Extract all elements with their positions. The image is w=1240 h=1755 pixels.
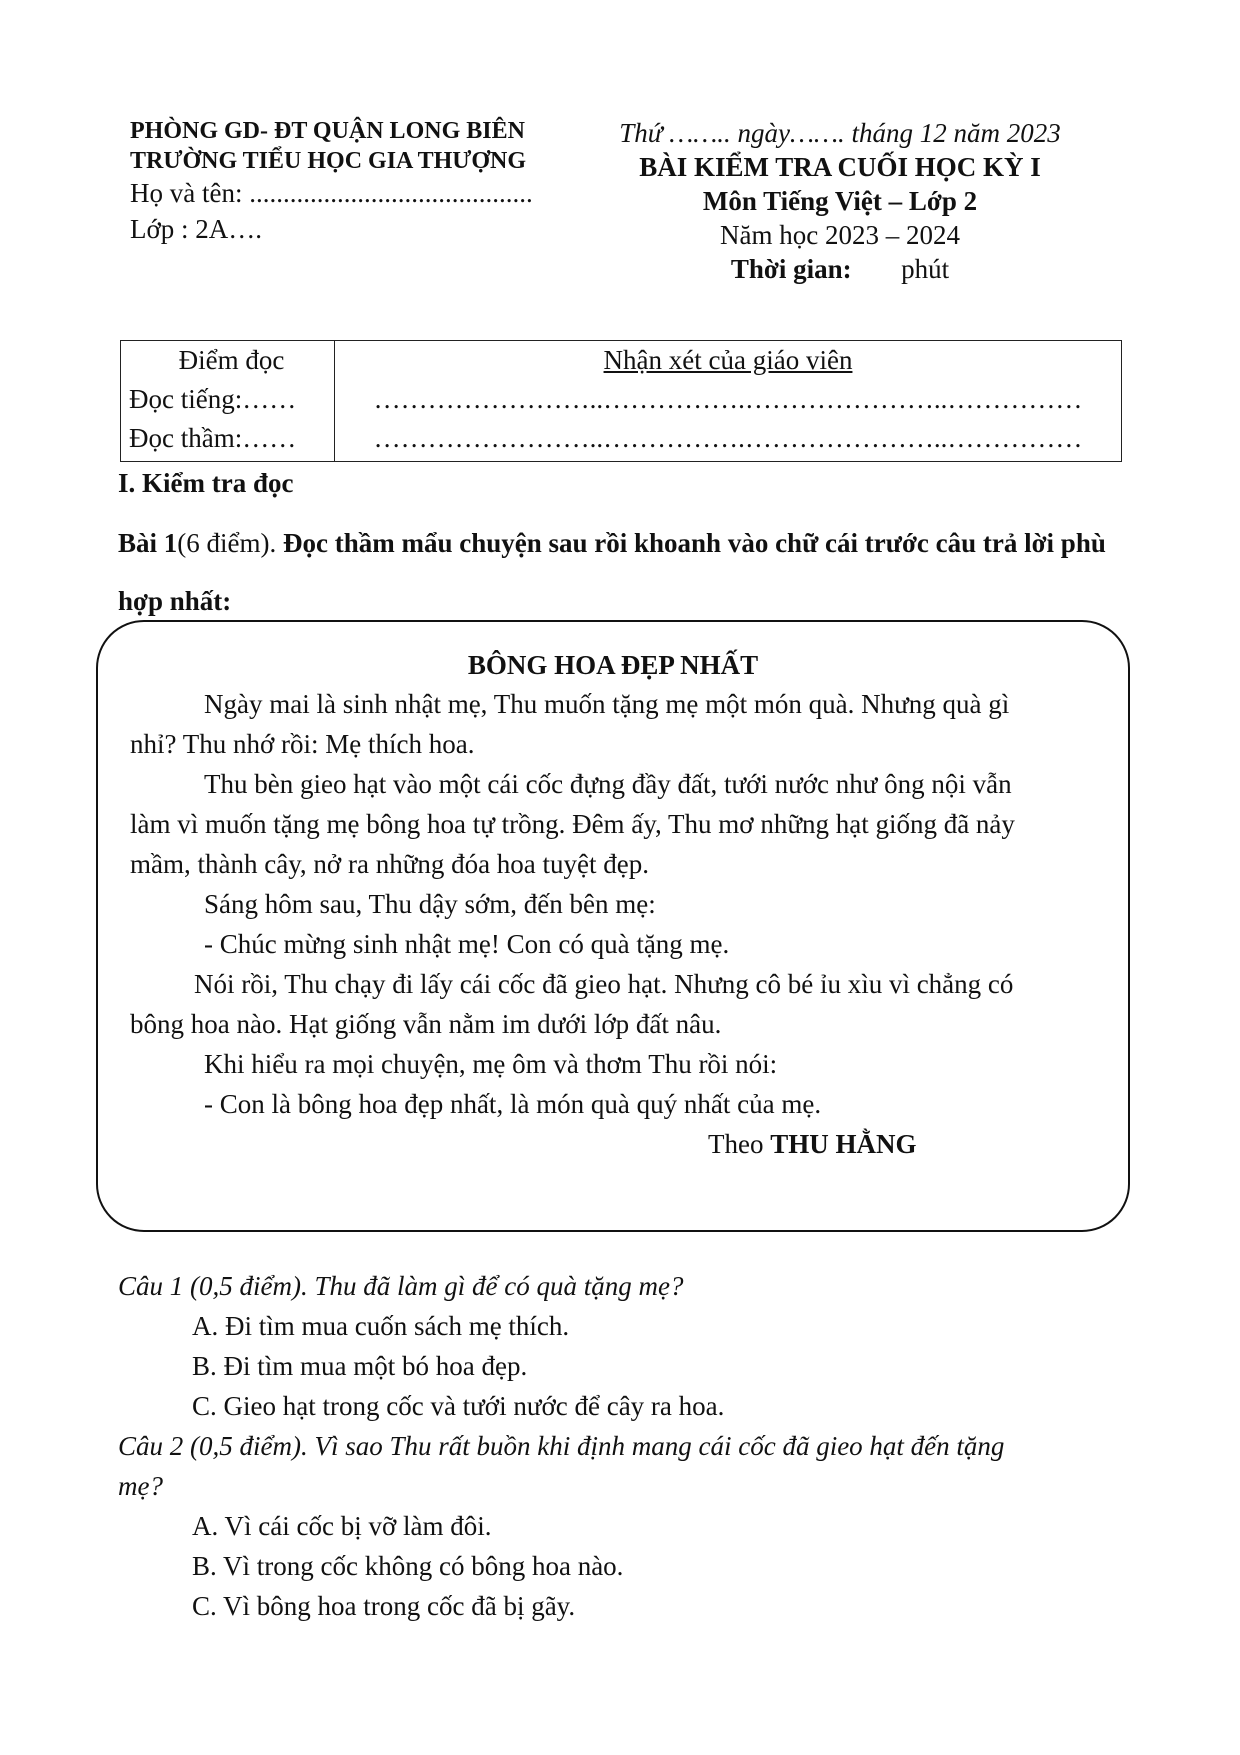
score-table (120, 340, 1122, 462)
story-line: Sáng hôm sau, Thu dậy sớm, đến bên mẹ: (204, 889, 656, 919)
date-line: Thứ …….. ngày……. tháng 12 năm 2023 (619, 118, 1061, 148)
exercise-points: (6 điểm). (177, 528, 277, 558)
school-year: Năm học 2023 – 2024 (720, 220, 960, 250)
exercise-text: Đọc thầm mẩu chuyện sau rồi khoanh vào chữ cái trước câu trả lời phù hợp nhất: (118, 528, 1106, 616)
story-title: BÔNG HOA ĐẸP NHẤT (467, 650, 759, 680)
story-line: làm vì muốn tặng mẹ bông hoa tự trồng. Đêm ấy, Thu mơ những hạt giống đã nảy (130, 809, 1015, 839)
comment-column (335, 341, 1121, 461)
teacher-comment-label: Nhận xét của giáo viên (603, 345, 853, 375)
story-line: - Chúc mừng sinh nhật mẹ! Con có quà tặng mẹ. (204, 929, 730, 959)
section-title: I. Kiểm tra đọc (118, 468, 294, 498)
class-line: Lớp : 2A…. (130, 214, 263, 244)
question-2-option-a: A. Vì cái cốc bị vỡ làm đôi. (192, 1511, 492, 1541)
header-right (560, 116, 1120, 286)
read-aloud-score: Đọc tiếng:…… (129, 384, 297, 414)
story-line: bông hoa nào. Hạt giống vẫn nằm im dưới lớp đất nâu. (130, 1009, 722, 1039)
subject-line: Môn Tiếng Việt – Lớp 2 (702, 186, 978, 216)
exam-title: BÀI KIỂM TRA CUỐI HỌC KỲ I (639, 152, 1041, 182)
time-unit: phút (901, 254, 950, 284)
time-line (560, 252, 1120, 286)
story-line: mầm, thành cây, nở ra những đóa hoa tuyệt đẹp. (130, 849, 650, 879)
story-line: Thu bèn gieo hạt vào một cái cốc đựng đầy đất, tưới nước như ông nội vẫn (204, 769, 1012, 799)
comment-dots-2: ……………………..…………….…………………..…………… (373, 423, 1083, 453)
header-left (130, 116, 533, 242)
score-column (121, 341, 335, 461)
story-line: Nói rồi, Thu chạy đi lấy cái cốc đã gieo hạt. Nhưng cô bé ỉu xìu vì chẳng có (194, 969, 1014, 999)
question-1-prompt: Câu 1 (0,5 điểm). Thu đã làm gì để có quà tặng mẹ? (118, 1271, 684, 1301)
question-1-option-b: B. Đi tìm mua một bó hoa đẹp. (192, 1351, 528, 1381)
student-name-line: Họ và tên: .......................................... (130, 178, 533, 208)
question-2-prompt-cont: mẹ? (118, 1471, 163, 1501)
reading-score-label: Điểm đọc (178, 345, 285, 375)
exercise-instruction (118, 514, 1128, 630)
source-prefix: Theo (708, 1129, 764, 1159)
story-source (708, 1124, 917, 1164)
question-1-option-c: C. Gieo hạt trong cốc và tưới nước để cây ra hoa. (192, 1391, 725, 1421)
school-name: TRƯỜNG TIỂU HỌC GIA THƯỢNG (130, 148, 527, 174)
story-line: Ngày mai là sinh nhật mẹ, Thu muốn tặng mẹ một món quà. Nhưng quà gì (204, 689, 1010, 719)
comment-dots-1: ……………………..…………….…………………..…………… (373, 384, 1083, 414)
exercise-label: Bài 1 (118, 528, 178, 558)
read-silent-score: Đọc thầm:…… (129, 423, 297, 453)
question-2-option-b: B. Vì trong cốc không có bông hoa nào. (192, 1551, 624, 1581)
question-1-option-a: A. Đi tìm mua cuốn sách mẹ thích. (192, 1311, 570, 1341)
question-2-option-c: C. Vì bông hoa trong cốc đã bị gãy. (192, 1591, 576, 1621)
department-name: PHÒNG GD- ĐT QUẬN LONG BIÊN (130, 118, 525, 144)
story-line: nhỉ? Thu nhớ rồi: Mẹ thích hoa. (130, 729, 475, 759)
story-line: Khi hiểu ra mọi chuyện, mẹ ôm và thơm Thu rồi nói: (204, 1049, 778, 1079)
story-line: - Con là bông hoa đẹp nhất, là món quà quý nhất của mẹ. (204, 1089, 822, 1119)
time-label: Thời gian: (730, 254, 852, 284)
question-2-prompt: Câu 2 (0,5 điểm). Vì sao Thu rất buồn khi định mang cái cốc đã gieo hạt đến tặng (118, 1431, 1005, 1461)
source-author: THU HẰNG (770, 1129, 917, 1159)
